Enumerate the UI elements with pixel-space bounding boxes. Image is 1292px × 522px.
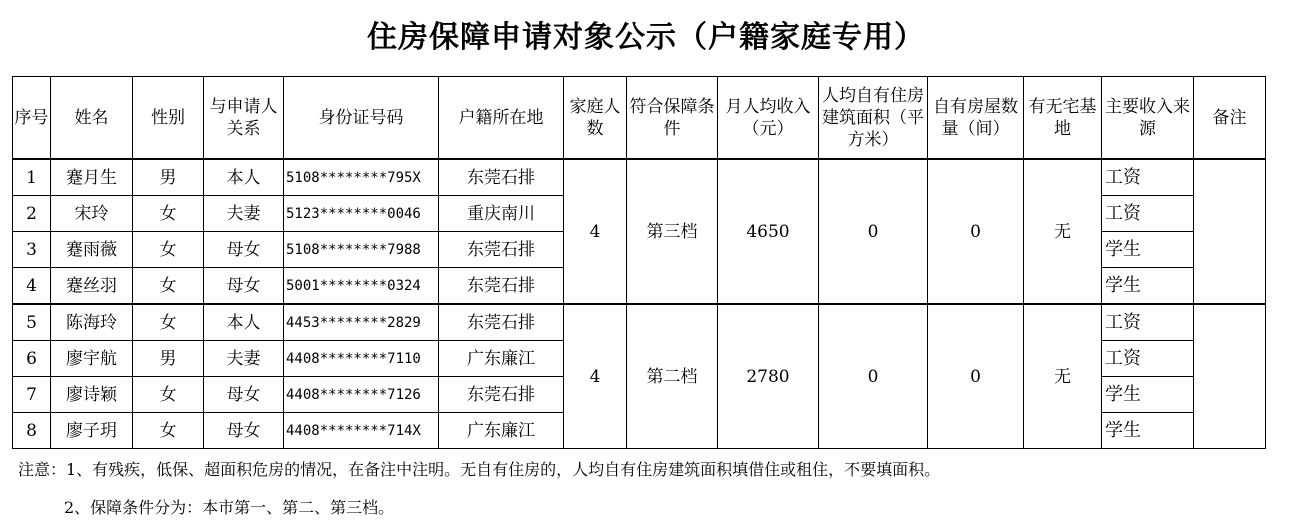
cell-area: 0 bbox=[819, 159, 928, 304]
cell-household-size: 4 bbox=[564, 304, 627, 449]
cell-name: 廖诗颖 bbox=[51, 377, 133, 413]
header-gender: 性别 bbox=[133, 77, 204, 160]
cell-remarks bbox=[1194, 304, 1266, 449]
cell-name: 蹇月生 bbox=[51, 159, 133, 196]
cell-income-source: 工资 bbox=[1102, 341, 1194, 377]
cell-income-source: 工资 bbox=[1102, 159, 1194, 196]
cell-seq: 7 bbox=[13, 377, 51, 413]
applicant-table bbox=[12, 76, 1266, 449]
cell-houses: 0 bbox=[928, 304, 1024, 449]
cell-income-source: 工资 bbox=[1102, 196, 1194, 232]
header-land: 有无宅基地 bbox=[1024, 77, 1102, 160]
cell-hukou: 东莞石排 bbox=[439, 268, 564, 305]
cell-hukou: 重庆南川 bbox=[439, 196, 564, 232]
header-name: 姓名 bbox=[51, 77, 133, 160]
cell-hukou: 东莞石排 bbox=[439, 377, 564, 413]
cell-name: 陈海玲 bbox=[51, 304, 133, 341]
cell-seq: 3 bbox=[13, 232, 51, 268]
header-remarks: 备注 bbox=[1194, 77, 1266, 160]
cell-hukou: 广东廉江 bbox=[439, 341, 564, 377]
cell-hukou: 东莞石排 bbox=[439, 304, 564, 341]
cell-land: 无 bbox=[1024, 304, 1102, 449]
cell-income-source: 工资 bbox=[1102, 304, 1194, 341]
cell-income-source: 学生 bbox=[1102, 413, 1194, 449]
cell-id: 4408********714X bbox=[284, 413, 439, 449]
cell-income-source: 学生 bbox=[1102, 232, 1194, 268]
header-houses: 自有房屋数量（间） bbox=[928, 77, 1024, 160]
cell-id: 4408********7126 bbox=[284, 377, 439, 413]
note-2: 2、保障条件分为：本市第一、第二、第三档。 bbox=[64, 498, 395, 517]
cell-relation: 夫妻 bbox=[204, 341, 284, 377]
header-id: 身份证号码 bbox=[284, 77, 439, 160]
cell-area: 0 bbox=[819, 304, 928, 449]
cell-relation: 夫妻 bbox=[204, 196, 284, 232]
cell-gender: 男 bbox=[133, 341, 204, 377]
cell-seq: 5 bbox=[13, 304, 51, 341]
header-relation: 与申请人关系 bbox=[204, 77, 284, 160]
header-condition: 符合保障条件 bbox=[627, 77, 718, 160]
note-1: 注意：1、有残疾，低保、超面积危房的情况，在备注中注明。无自有住房的，人均自有住房建筑面积填借住或租住，不要填面积。 bbox=[18, 460, 941, 479]
cell-income: 2780 bbox=[718, 304, 819, 449]
cell-gender: 女 bbox=[133, 304, 204, 341]
cell-gender: 女 bbox=[133, 413, 204, 449]
cell-id: 5001********0324 bbox=[284, 268, 439, 305]
header-income-source: 主要收入来源 bbox=[1102, 77, 1194, 160]
cell-seq: 4 bbox=[13, 268, 51, 305]
page-title: 住房保障申请对象公示（户籍家庭专用） bbox=[367, 20, 925, 55]
header-row bbox=[13, 77, 1266, 160]
header-hukou: 户籍所在地 bbox=[439, 77, 564, 160]
cell-hukou: 东莞石排 bbox=[439, 232, 564, 268]
cell-hukou: 广东廉江 bbox=[439, 413, 564, 449]
cell-income: 4650 bbox=[718, 159, 819, 304]
cell-seq: 2 bbox=[13, 196, 51, 232]
cell-gender: 女 bbox=[133, 196, 204, 232]
cell-gender: 女 bbox=[133, 377, 204, 413]
cell-condition: 第二档 bbox=[627, 304, 718, 449]
cell-household-size: 4 bbox=[564, 159, 627, 304]
cell-gender: 男 bbox=[133, 159, 204, 196]
header-income: 月人均收入（元） bbox=[718, 77, 819, 160]
cell-houses: 0 bbox=[928, 159, 1024, 304]
cell-name: 廖宇航 bbox=[51, 341, 133, 377]
cell-name: 宋玲 bbox=[51, 196, 133, 232]
cell-relation: 本人 bbox=[204, 159, 284, 196]
header-household-size: 家庭人数 bbox=[564, 77, 627, 160]
cell-id: 4408********7110 bbox=[284, 341, 439, 377]
cell-gender: 女 bbox=[133, 268, 204, 305]
cell-id: 4453********2829 bbox=[284, 304, 439, 341]
cell-condition: 第三档 bbox=[627, 159, 718, 304]
cell-income-source: 学生 bbox=[1102, 268, 1194, 305]
cell-name: 廖子玥 bbox=[51, 413, 133, 449]
cell-relation: 母女 bbox=[204, 377, 284, 413]
cell-relation: 本人 bbox=[204, 304, 284, 341]
cell-seq: 6 bbox=[13, 341, 51, 377]
cell-hukou: 东莞石排 bbox=[439, 159, 564, 196]
table-row bbox=[13, 159, 1266, 196]
cell-seq: 1 bbox=[13, 159, 51, 196]
table-row bbox=[13, 304, 1266, 341]
cell-remarks bbox=[1194, 159, 1266, 304]
cell-id: 5108********7988 bbox=[284, 232, 439, 268]
cell-income-source: 学生 bbox=[1102, 377, 1194, 413]
cell-name: 蹇雨薇 bbox=[51, 232, 133, 268]
cell-relation: 母女 bbox=[204, 268, 284, 305]
cell-name: 蹇丝羽 bbox=[51, 268, 133, 305]
header-seq: 序号 bbox=[13, 77, 51, 160]
cell-id: 5108********795X bbox=[284, 159, 439, 196]
header-area: 人均自有住房建筑面积（平方米） bbox=[819, 77, 928, 160]
cell-seq: 8 bbox=[13, 413, 51, 449]
cell-gender: 女 bbox=[133, 232, 204, 268]
cell-land: 无 bbox=[1024, 159, 1102, 304]
cell-relation: 母女 bbox=[204, 232, 284, 268]
cell-relation: 母女 bbox=[204, 413, 284, 449]
cell-id: 5123********0046 bbox=[284, 196, 439, 232]
